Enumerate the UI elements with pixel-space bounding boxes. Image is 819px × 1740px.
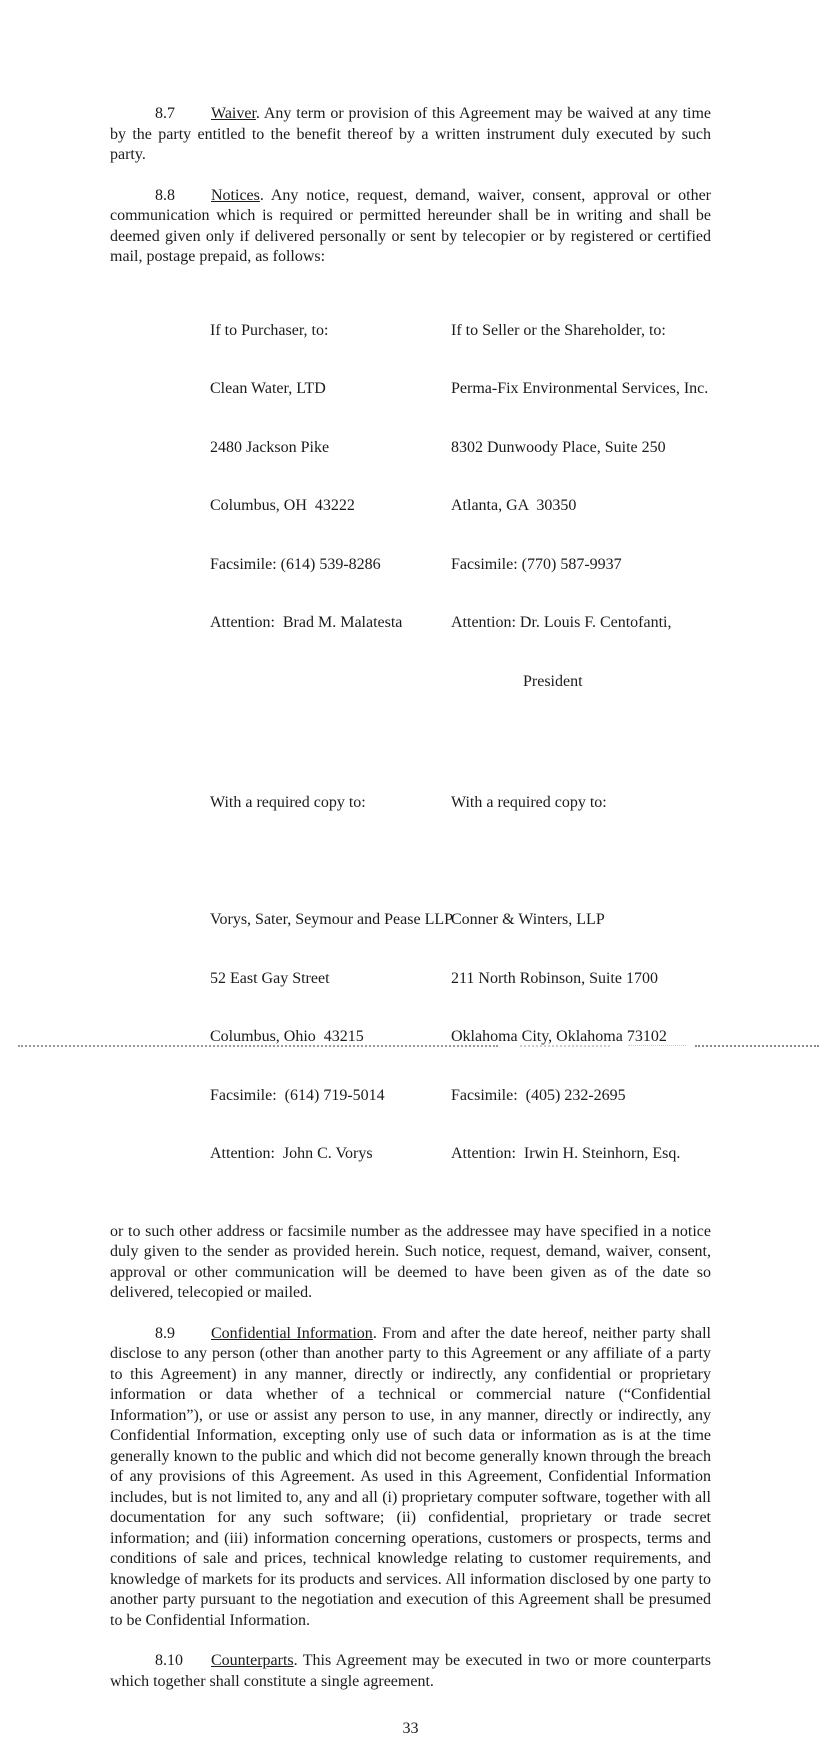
scan-artifact bbox=[18, 1045, 498, 1047]
seller-address bbox=[451, 282, 711, 731]
address-line: 2480 Jackson Pike bbox=[210, 438, 330, 456]
address-line: Atlanta, GA 30350 bbox=[451, 497, 577, 514]
section-body-text: . From and after the date hereof, neither party shall disclose to any person (other than another party to this Agreement or any affiliate of a party to this Agreement) in any manner, directly or indirectly, any confidential or proprietary information or data whether of a technical or commercial nature (“Confidential Information”), or use or assist any person to use, in any manner, directly or indirectly, any Confidential Information, excepting only use of such data or information as is at the time generally known to the public and which did not become generally known through the breach of any provisions of this Agreement. As used in this Agreement, Confidential Information includes, but is not limited to, any and all (i) proprietary computer software, together with all documentation for any such software; (ii) confidential, proprietary or trade secret information; and (iii) information concerning operations, customers or prospects, terms and conditions of sale and prices, technical knowledge relating to customer requirements, and knowledge of markets for its products and services. All information disclosed by one party to another party pursuant to the negotiation and execution of this Agreement shall be presumed to be Confidential Information. bbox=[110, 1324, 712, 1629]
section-number: 8.8 bbox=[155, 186, 175, 204]
address-line: If to Purchaser, to: bbox=[210, 321, 329, 339]
address-line: Attention: John C. Vorys bbox=[210, 1145, 373, 1162]
address-line: Facsimile: (614) 719-5014 bbox=[210, 1086, 385, 1104]
section-8-7-waiver bbox=[110, 104, 711, 166]
notice-address-block bbox=[210, 282, 711, 731]
section-8-9-confidential-information bbox=[110, 1324, 711, 1632]
purchaser-address bbox=[210, 282, 451, 731]
section-number: 8.10 bbox=[155, 1652, 183, 1669]
address-line: Vorys, Sater, Seymour and Pease LLP bbox=[210, 911, 454, 928]
copy-intro: With a required copy to: bbox=[451, 794, 607, 811]
section-heading: Waiver bbox=[211, 105, 256, 122]
required-copy-block bbox=[210, 754, 711, 1203]
address-line: 8302 Dunwoody Place, Suite 250 bbox=[451, 438, 666, 456]
address-line: If to Seller or the Shareholder, to: bbox=[451, 321, 666, 339]
address-line: Perma-Fix Environmental Services, Inc. bbox=[451, 380, 709, 397]
address-line: 52 East Gay Street bbox=[210, 969, 330, 987]
section-number: 8.7 bbox=[155, 105, 175, 122]
address-line: Attention: Irwin H. Steinhorn, Esq. bbox=[451, 1145, 681, 1162]
blank-line bbox=[210, 852, 451, 872]
section-8-8-notices bbox=[110, 186, 711, 268]
address-line-continuation: President bbox=[523, 672, 583, 690]
scan-artifact bbox=[695, 1045, 819, 1047]
copy-intro: With a required copy to: bbox=[210, 794, 366, 811]
address-line: Attention: Dr. Louis F. Centofanti, bbox=[451, 614, 672, 631]
section-heading: Notices bbox=[211, 186, 260, 204]
section-heading: Confidential Information bbox=[211, 1324, 373, 1342]
page-number: 33 bbox=[402, 1720, 419, 1737]
section-body-text: . Any notice, request, demand, waiver, consent, approval or other communication which is required or permitted hereunder shall be in writing and shall be deemed given only if delivered personally or sent by telecopier or by registered or certified mail, postage prepaid, as follows: bbox=[110, 186, 711, 265]
section-8-10-counterparts bbox=[110, 1651, 711, 1692]
address-line: Conner & Winters, LLP bbox=[451, 911, 605, 928]
address-line: Oklahoma City, Oklahoma 73102 bbox=[451, 1028, 667, 1045]
address-line: 211 North Robinson, Suite 1700 bbox=[451, 969, 658, 987]
purchaser-copy-address bbox=[210, 754, 454, 1203]
section-body-text: . This Agreement may be executed in two or more counterparts which together shall constitute a single agreement. bbox=[110, 1652, 711, 1690]
agreement-body bbox=[110, 104, 711, 1740]
address-line: Facsimile: (614) 539-8286 bbox=[210, 555, 381, 573]
notices-closing-paragraph: or to such other address or facsimile number as the addressee may have specified in a notice duly given to the sender as provided herein. Such notice, request, demand, waiver, consent, approval or other communication will be deemed to have been given as of the date so delivered, telecopied or mailed. bbox=[110, 1222, 711, 1301]
address-line: Columbus, Ohio 43215 bbox=[210, 1028, 364, 1045]
address-line: Facsimile: (405) 232-2695 bbox=[451, 1086, 626, 1104]
scan-artifact bbox=[628, 1045, 686, 1046]
section-heading: Counterparts bbox=[211, 1652, 294, 1669]
address-line: Clean Water, LTD bbox=[210, 380, 326, 397]
seller-copy-address bbox=[451, 754, 711, 1203]
blank-line bbox=[451, 852, 711, 872]
section-body-text: . Any term or provision of this Agreement may be waived at any time by the party entitled to the benefit thereof by a written instrument duly executed by such party. bbox=[110, 105, 711, 163]
address-line: Attention: Brad M. Malatesta bbox=[210, 614, 403, 631]
address-line: Facsimile: (770) 587-9937 bbox=[451, 555, 622, 573]
scan-artifact bbox=[520, 1045, 610, 1047]
scan-artifact-row bbox=[0, 1045, 819, 1049]
address-line: Columbus, OH 43222 bbox=[210, 497, 355, 514]
section-number: 8.9 bbox=[155, 1324, 175, 1342]
